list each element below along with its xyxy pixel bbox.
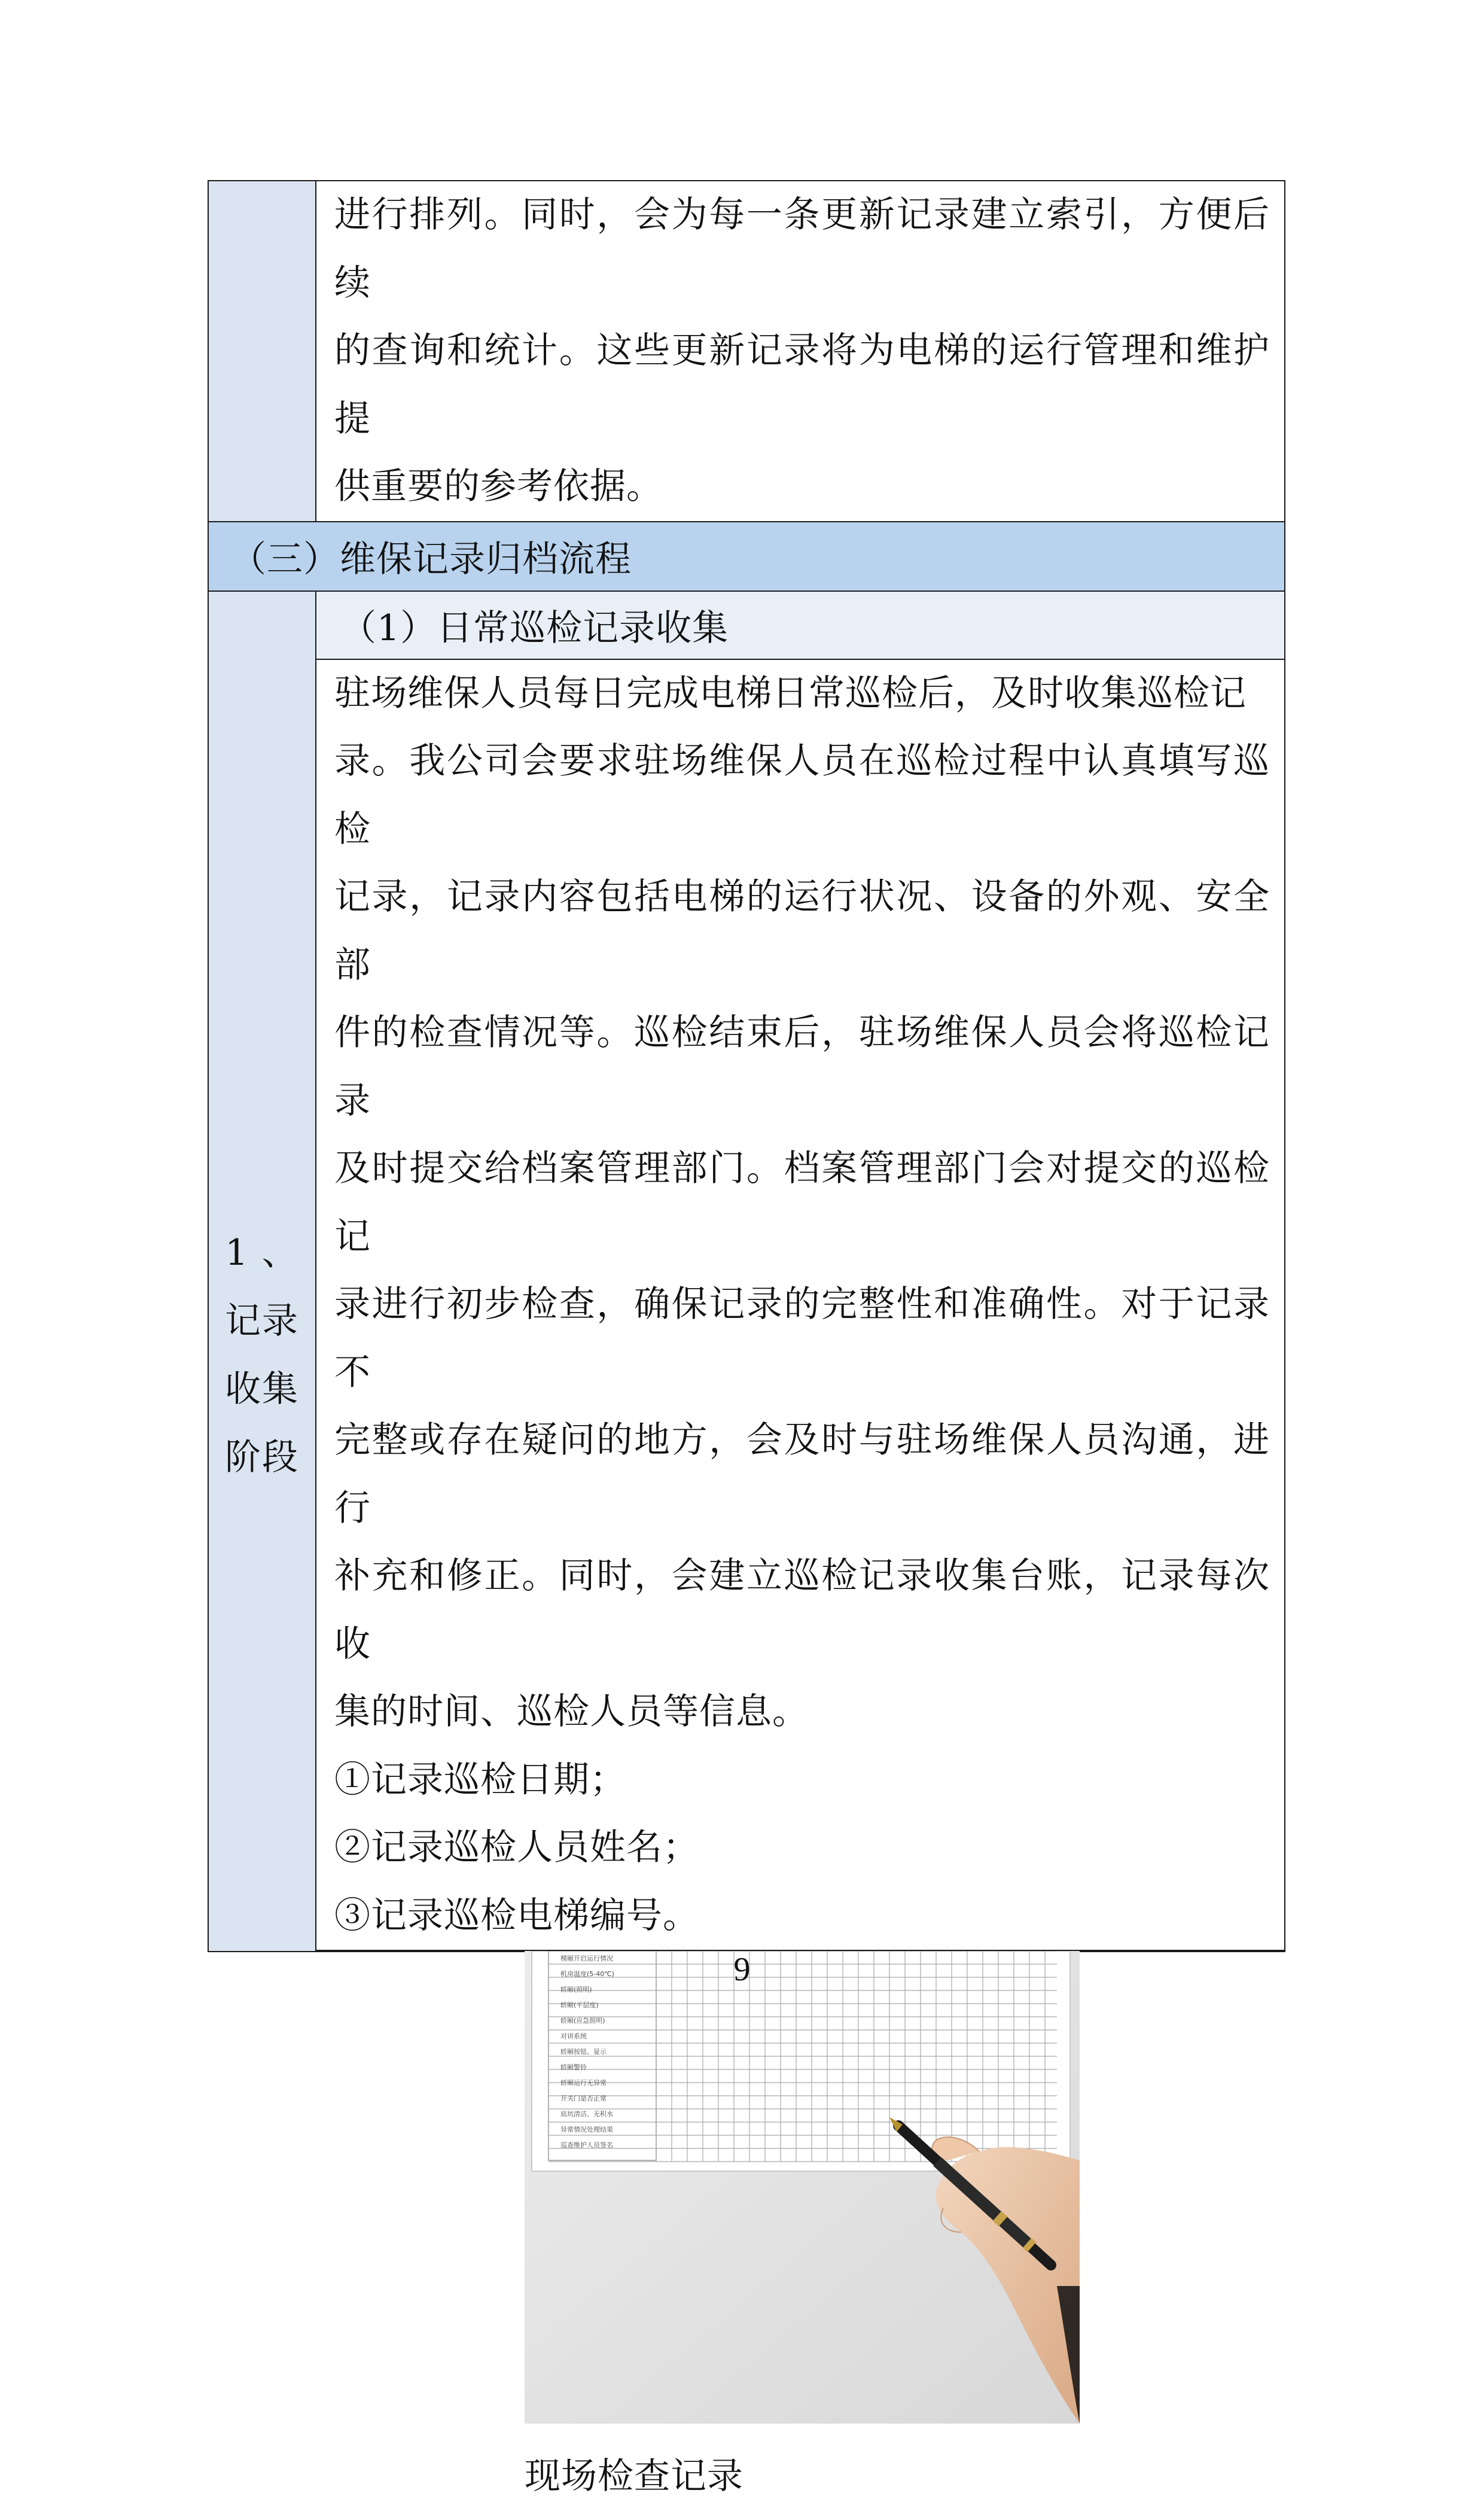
form-row-label: 底坑清洁、无积水: [560, 2110, 613, 2118]
form-row-label: 轿厢运行无异常: [560, 2079, 607, 2087]
continuation-left-cell: [208, 181, 316, 522]
subsection-title: （1）日常巡检记录收集: [340, 607, 729, 649]
section-header: [208, 522, 1285, 591]
subsection-header: [316, 591, 1285, 659]
body-line: 集的时间、巡检人员等信息。: [334, 1691, 809, 1733]
stage-number: 1 、: [225, 1231, 299, 1274]
body-line: 件的检查情况等。巡检结束后，驻场维保人员会将巡检记录: [334, 1012, 1270, 1122]
list-item: ①记录巡检日期；: [334, 1758, 626, 1801]
list-item: ③记录巡检电梯编号。: [334, 1894, 699, 1937]
form-row-label: 轿厢(照明): [560, 1986, 592, 1993]
page-number: 9: [733, 1951, 751, 1988]
form-row-label: 对讲系统: [560, 2032, 587, 2040]
stage-label-line: 收集: [225, 1368, 299, 1410]
continuation-line: 进行排列。同时，会为每一条更新记录建立索引，方便后续: [334, 194, 1270, 304]
continuation-cell: [316, 181, 1285, 522]
form-row-label: 梯厢开启运行情况: [560, 1955, 613, 1962]
list-item: ②记录巡检人员姓名；: [334, 1827, 699, 1868]
continuation-line: 的查询和统计。这些更新记录将为电梯的运行管理和维护提: [334, 330, 1270, 440]
form-row-label: 轿厢警铃: [560, 2063, 587, 2071]
body-line: 记录，记录内容包括电梯的运行状况、设备的外观、安全部: [334, 876, 1270, 986]
inspection-form-image: [525, 1951, 1080, 2424]
figure-caption: 现场检查记录: [525, 2455, 743, 2497]
continuation-line: 供重要的参考依据。: [334, 465, 663, 507]
form-row-label: 轿厢按钮、显示: [560, 2048, 607, 2056]
form-row-label: 异常情况处理结果: [560, 2126, 613, 2133]
form-row-label: 开关门是否正常: [560, 2095, 607, 2102]
content-table: [208, 180, 1285, 2497]
body-line: 录进行初步检查，确保记录的完整性和准确性。对于记录不: [334, 1283, 1270, 1393]
body-line: 驻场维保人员每日完成电梯日常巡检后，及时收集巡检记: [334, 672, 1247, 714]
form-row-label: 巡查维护人员签名: [560, 2141, 613, 2149]
body-line: 补充和修正。同时，会建立巡检记录收集台账，记录每次收: [334, 1555, 1270, 1665]
stage-label-cell: [208, 591, 316, 1952]
body-cell: [316, 659, 1285, 1951]
stage-label-line: 阶段: [225, 1436, 299, 1478]
form-row-label: 机房温度(5-40℃): [560, 1970, 614, 1978]
body-line: 录。我公司会要求驻场维保人员在巡检过程中认真填写巡检: [334, 740, 1270, 850]
body-line: 及时提交给档案管理部门。档案管理部门会对提交的巡检记: [334, 1147, 1270, 1258]
stage-label-line: 记录: [225, 1299, 299, 1342]
inspection-form-photo: [525, 1951, 1080, 2424]
section-title: （三）维保记录归档流程: [230, 538, 632, 580]
form-row-label: 轿厢(平层度): [560, 2001, 599, 2009]
form-row-label: 轿厢(应急照明): [560, 2017, 605, 2025]
body-line: 完整或存在疑问的地方，会及时与驻场维保人员沟通，进行: [334, 1419, 1270, 1529]
